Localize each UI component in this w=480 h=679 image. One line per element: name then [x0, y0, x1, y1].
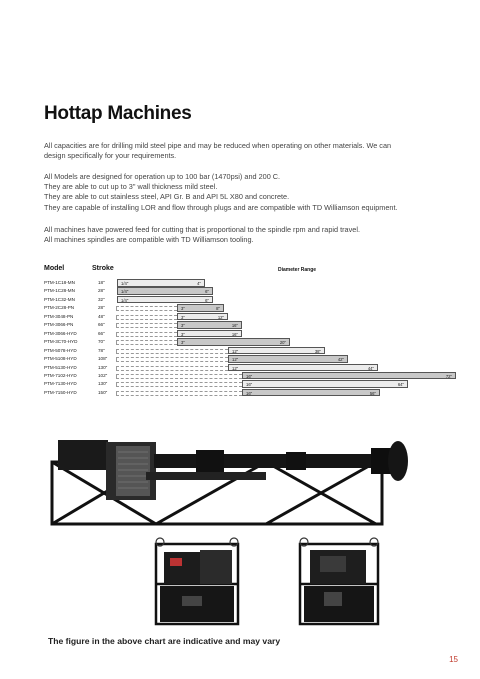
stroke-cell: 130" — [98, 381, 108, 387]
model-cell: PTM-1C32-MN — [44, 296, 75, 302]
table-header-diameter-range: Diameter Range — [278, 267, 317, 273]
range-leader-line — [116, 323, 177, 328]
range-min-label: 1/4" — [121, 289, 129, 295]
range-min-label: 3" — [181, 340, 185, 346]
model-cell: PTM-3066-HYD — [44, 330, 77, 336]
range-max-label: 42" — [337, 357, 344, 363]
range-min-label: 16" — [246, 390, 253, 396]
range-max-label: 38" — [314, 348, 321, 354]
range-min-label: 16" — [246, 373, 253, 379]
range-min-label: 3" — [181, 306, 185, 312]
stroke-cell: 102" — [98, 372, 108, 378]
range-max-label: 72" — [445, 373, 452, 379]
range-max-label: 6" — [205, 297, 209, 303]
diameter-range-bar — [228, 355, 348, 363]
range-max-label: 44" — [367, 365, 374, 371]
stroke-cell: 70" — [98, 339, 105, 345]
stroke-cell: 28" — [98, 288, 105, 294]
table-header-stroke: Stroke — [92, 265, 114, 272]
stroke-cell: 78" — [98, 347, 105, 353]
stroke-cell: 108" — [98, 356, 108, 362]
model-cell: PTM-7130-HYD — [44, 381, 77, 387]
range-min-label: 3" — [181, 323, 185, 329]
stroke-cell: 66" — [98, 322, 105, 328]
models-line: They are able to cut up to 3" wall thickness mild steel. — [44, 182, 218, 192]
range-leader-line — [116, 374, 242, 379]
diameter-range-bar — [177, 304, 224, 312]
machines-line: All machines have powered feed for cutting that is proportional to the spindle rpm and rapid travel. — [44, 225, 360, 234]
intro-paragraph — [44, 141, 444, 161]
models-line: They are able to cut stainless steel, API Gr. B and API 5L X80 and concrete. — [44, 192, 290, 202]
range-max-label: 4" — [197, 281, 201, 286]
model-cell: PTM-3048-PN — [44, 313, 74, 319]
diameter-range-bar — [177, 313, 228, 321]
power-pack-photo — [152, 536, 242, 628]
diameter-range-bar — [228, 347, 325, 355]
range-min-label: 12" — [232, 365, 239, 371]
model-cell: PTM-3066-PN — [44, 322, 74, 328]
diameter-range-bar — [242, 372, 456, 380]
range-max-label: 56" — [369, 390, 376, 396]
page-title: Hottap Machines — [44, 103, 192, 124]
model-cell: PTM-1C28-MN — [44, 288, 75, 294]
range-leader-line — [116, 382, 242, 387]
stroke-cell: 18" — [98, 280, 105, 285]
diameter-range-bar — [242, 389, 380, 397]
chart-caption: The figure in the above chart are indicative and may vary — [48, 636, 281, 646]
range-leader-line — [116, 306, 177, 311]
range-min-label: 12" — [232, 348, 239, 354]
range-leader-line — [116, 391, 242, 396]
range-leader-line — [116, 366, 228, 371]
power-pack-photo-alt — [296, 536, 382, 628]
model-cell: PTM-5108-HYD — [44, 356, 77, 362]
stroke-cell: 28" — [98, 305, 105, 311]
page-number: 15 — [449, 655, 458, 664]
range-max-label: 64" — [397, 382, 404, 388]
hottap-machine-photo — [46, 432, 418, 532]
model-cell: PTM-7102-HYD — [44, 372, 77, 378]
range-min-label: 3" — [181, 331, 185, 337]
range-max-label: 8" — [216, 306, 220, 312]
model-cell: PTM-3C70-HYD — [44, 339, 78, 345]
range-max-label: 16" — [231, 323, 238, 329]
models-line: They are capable of installing LOR and flow through plugs and are compatible with TD Williamson equipment. — [44, 202, 398, 212]
table-header-model: Model — [44, 265, 65, 272]
range-min-label: 1/4" — [121, 281, 129, 286]
diameter-range-bar — [177, 321, 242, 329]
range-leader-line — [116, 332, 177, 337]
models-line: All Models are designed for operation up to 100 bar (1470psi) and 200 C. — [44, 172, 281, 181]
diameter-range-bar — [117, 279, 205, 287]
range-min-label: 16" — [246, 382, 253, 388]
range-leader-line — [116, 349, 228, 354]
stroke-cell: 66" — [98, 330, 105, 336]
range-leader-line — [116, 357, 228, 362]
intro-line: All capacities are for drilling mild steel pipe and may be reduced when operating on other materials. We can — [44, 141, 392, 150]
range-min-label: 1/4" — [121, 297, 129, 303]
model-cell: PTM-2C28-PN — [44, 305, 75, 311]
range-min-label: 12" — [232, 357, 239, 363]
machines-line: All machines spindles are compatible with TD Williamson tooling. — [44, 235, 254, 245]
range-leader-line — [116, 340, 177, 345]
range-max-label: 16" — [231, 331, 238, 337]
diameter-range-bar — [242, 380, 408, 388]
range-max-label: 20" — [279, 340, 286, 346]
stroke-cell: 32" — [98, 296, 105, 302]
range-max-label: 12" — [217, 314, 224, 320]
range-leader-line — [116, 315, 177, 320]
diameter-range-bar — [177, 330, 242, 338]
stroke-cell: 150" — [98, 389, 108, 395]
range-min-label: 3" — [181, 314, 185, 320]
stroke-cell: 130" — [98, 364, 108, 370]
range-max-label: 6" — [205, 289, 209, 295]
models-paragraph — [44, 172, 444, 213]
stroke-cell: 48" — [98, 313, 105, 319]
intro-line: design specifically for your requirements. — [44, 151, 177, 161]
model-cell: PTM-5078-HYD — [44, 347, 77, 353]
diameter-range-bar — [228, 364, 378, 372]
machines-paragraph — [44, 225, 444, 245]
diameter-range-bar — [117, 296, 213, 304]
model-cell: PTM-1C18-MN — [44, 280, 75, 285]
table-row — [44, 388, 464, 397]
model-cell: PTM-5130-HYD — [44, 364, 77, 370]
model-cell: PTM-7150-HYD — [44, 389, 77, 395]
diameter-range-bar — [177, 338, 290, 346]
diameter-range-bar — [117, 287, 213, 295]
